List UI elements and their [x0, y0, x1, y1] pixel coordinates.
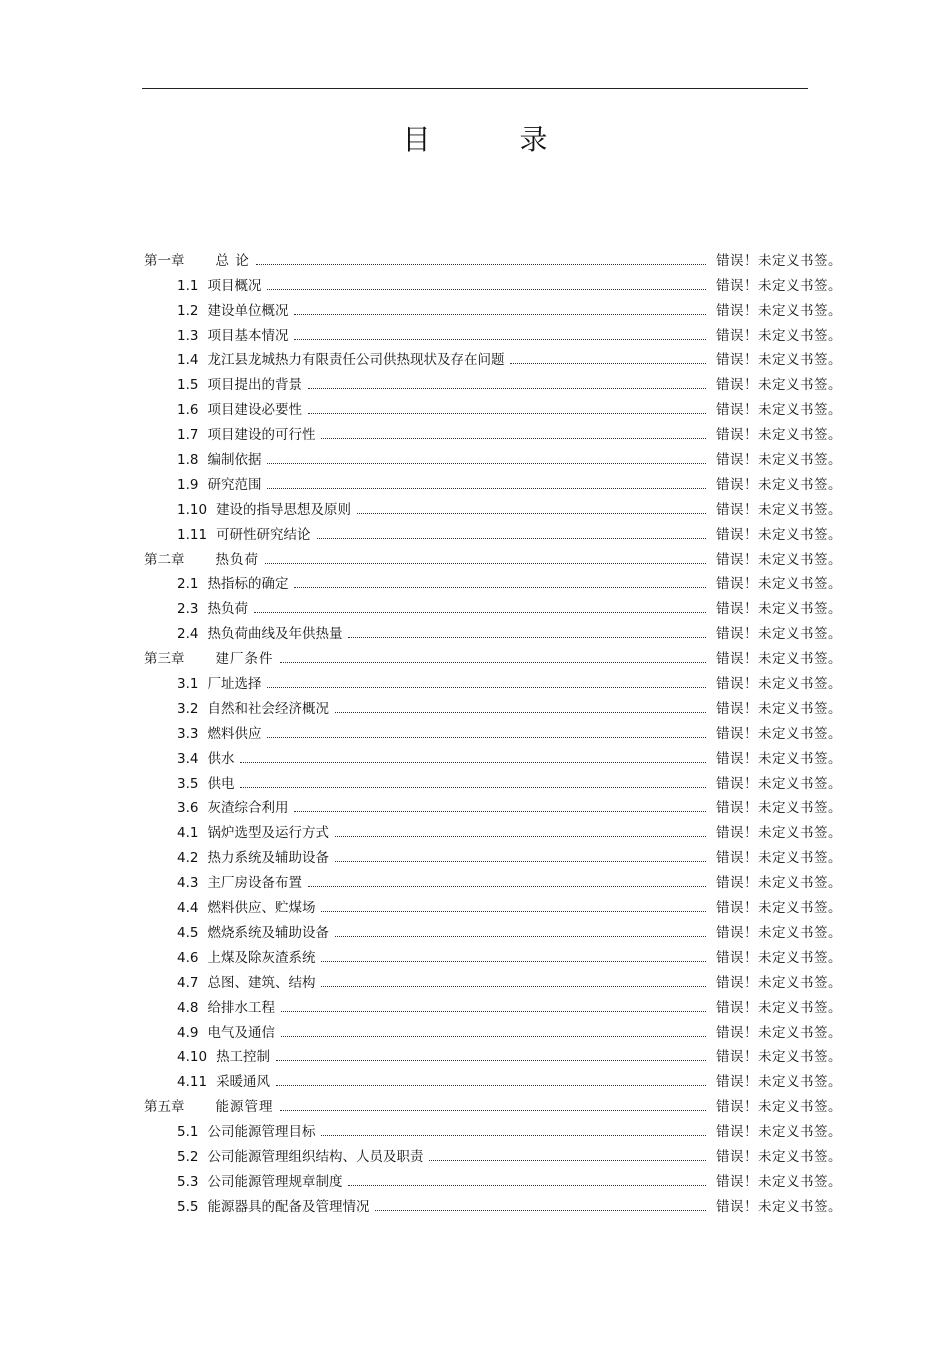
toc-entry-label [177, 1120, 315, 1140]
dot-leader [357, 513, 706, 514]
toc-entry-number: 第五章 [144, 1099, 185, 1116]
toc-entry-title: 主厂房设备布置 [207, 875, 302, 892]
toc-entry-number: 5.1 [177, 1124, 199, 1141]
dot-leader [280, 1110, 707, 1111]
toc-page-ref: 错误！未定义书签。 [716, 327, 842, 344]
dot-leader [294, 587, 706, 588]
toc-entry-number: 第三章 [144, 651, 185, 668]
dot-leader [308, 413, 706, 414]
toc-entry-title: 项目建设必要性 [207, 402, 302, 419]
toc-entry-label [177, 1145, 423, 1165]
table-of-contents [142, 244, 842, 1215]
toc-entry-number: 4.9 [177, 1024, 199, 1041]
toc-entry-title: 自然和社会经济概况 [207, 700, 329, 717]
toc-entry-number: 1.7 [177, 427, 199, 444]
toc-entry-label [177, 597, 248, 617]
toc-entry-label [177, 722, 261, 742]
toc-page-ref: 错误！未定义书签。 [716, 551, 842, 568]
toc-page-ref: 错误！未定义书签。 [716, 576, 842, 593]
toc-entry-label [177, 772, 234, 792]
toc-section-row[interactable] [142, 1165, 842, 1190]
toc-page-ref: 错误！未定义书签。 [716, 750, 842, 767]
toc-page-ref: 错误！未定义书签。 [716, 1148, 842, 1165]
toc-entry-title: 电气及通信 [207, 1024, 275, 1041]
toc-section-row[interactable] [142, 792, 842, 817]
toc-chapter-row[interactable] [142, 543, 842, 568]
toc-entry-label [177, 747, 234, 767]
toc-section-row[interactable] [142, 916, 842, 941]
toc-section-row[interactable] [142, 991, 842, 1016]
toc-section-row[interactable] [142, 518, 842, 543]
toc-section-row[interactable] [142, 1041, 842, 1066]
toc-entry-label [144, 249, 250, 269]
toc-page-ref: 错误！未定义书签。 [716, 452, 842, 469]
dot-leader [335, 861, 706, 862]
dot-leader [321, 438, 706, 439]
dot-leader [321, 986, 706, 987]
toc-page-ref: 错误！未定义书签。 [716, 377, 842, 394]
toc-entry-number: 1.8 [177, 452, 199, 469]
toc-entry-number: 3.3 [177, 725, 199, 742]
toc-entry-number: 4.11 [177, 1074, 208, 1091]
toc-entry-label [177, 274, 261, 294]
toc-entry-title: 建设的指导思想及原则 [216, 501, 352, 518]
toc-entry-number: 4.7 [177, 974, 199, 991]
toc-entry-label [177, 1045, 270, 1065]
toc-page-ref: 错误！未定义书签。 [716, 999, 842, 1016]
toc-section-row[interactable] [142, 319, 842, 344]
toc-entry-number: 1.5 [177, 377, 199, 394]
toc-chapter-row[interactable] [142, 642, 842, 667]
toc-page-ref: 错误！未定义书签。 [716, 800, 842, 817]
toc-page-ref: 错误！未定义书签。 [716, 924, 842, 941]
toc-entry-title: 编制依据 [207, 452, 262, 469]
toc-entry-number: 5.2 [177, 1148, 199, 1165]
toc-entry-title: 项目建设的可行性 [207, 427, 316, 444]
toc-entry-number: 第二章 [144, 551, 185, 568]
toc-section-row[interactable] [142, 1016, 842, 1041]
toc-entry-label [177, 523, 311, 543]
toc-entry-label [177, 448, 261, 468]
toc-entry-number: 5.5 [177, 1198, 199, 1215]
toc-section-row[interactable] [142, 866, 842, 891]
toc-entry-label [177, 921, 329, 941]
toc-page-ref: 错误！未定义书签。 [716, 850, 842, 867]
toc-entry-label [177, 846, 329, 866]
toc-entry-title: 能源管理 [215, 1099, 274, 1116]
dot-leader [348, 1185, 706, 1186]
page-title: 目 录 [402, 123, 588, 156]
toc-entry-title: 热工控制 [216, 1049, 271, 1066]
dot-leader [429, 1160, 706, 1161]
toc-page-ref: 错误！未定义书签。 [716, 875, 842, 892]
toc-entry-number: 4.2 [177, 850, 199, 867]
toc-entry-label [177, 821, 329, 841]
toc-entry-title: 供电 [207, 775, 235, 792]
toc-section-row[interactable] [142, 841, 842, 866]
toc-entry-number: 4.6 [177, 949, 199, 966]
toc-entry-title: 能源器具的配备及管理情况 [207, 1198, 370, 1215]
dot-leader [321, 1135, 706, 1136]
toc-entry-number: 5.3 [177, 1173, 199, 1190]
dot-leader [317, 538, 706, 539]
toc-entry-title: 可研性研究结论 [216, 526, 311, 543]
toc-page-ref: 错误！未定义书签。 [716, 1024, 842, 1041]
toc-entry-title: 燃烧系统及辅助设备 [207, 924, 329, 941]
toc-section-row[interactable] [142, 742, 842, 767]
toc-entry-label [177, 971, 315, 991]
toc-section-row[interactable] [142, 344, 842, 369]
toc-entry-number: 1.9 [177, 476, 199, 493]
toc-entry-title: 上煤及除灰渣系统 [207, 949, 316, 966]
toc-section-row[interactable] [142, 1115, 842, 1140]
toc-entry-title: 建厂条件 [215, 651, 274, 668]
toc-entry-title: 项目提出的背景 [207, 377, 302, 394]
toc-entry-title: 给排水工程 [207, 999, 275, 1016]
toc-entry-title: 供水 [207, 750, 235, 767]
toc-section-row[interactable] [142, 816, 842, 841]
toc-entry-number: 1.4 [177, 352, 199, 369]
toc-page-ref: 错误！未定义书签。 [716, 775, 842, 792]
dot-leader [281, 1011, 706, 1012]
toc-entry-title: 锅炉选型及运行方式 [207, 825, 329, 842]
dot-leader [321, 911, 706, 912]
toc-entry-number: 4.8 [177, 999, 199, 1016]
dot-leader [240, 762, 706, 763]
toc-entry-number: 2.3 [177, 601, 199, 618]
toc-entry-title: 建设单位概况 [207, 302, 289, 319]
toc-entry-number: 1.11 [177, 526, 208, 543]
toc-entry-number: 1.1 [177, 277, 199, 294]
toc-section-row[interactable] [142, 1140, 842, 1165]
toc-entry-label [177, 796, 288, 816]
toc-entry-label [177, 946, 315, 966]
dot-leader [254, 612, 706, 613]
toc-entry-label [177, 572, 288, 592]
toc-page-ref: 错误！未定义书签。 [716, 676, 842, 693]
toc-entry-title: 项目基本情况 [207, 327, 289, 344]
dot-leader [276, 1085, 706, 1086]
toc-section-row[interactable] [142, 443, 842, 468]
toc-page-ref: 错误！未定义书签。 [716, 427, 842, 444]
dot-leader [281, 1036, 706, 1037]
dot-leader [321, 961, 706, 962]
toc-entry-label [177, 896, 315, 916]
toc-entry-number: 4.5 [177, 924, 199, 941]
toc-entry-label [177, 1170, 342, 1190]
toc-entry-number: 3.6 [177, 800, 199, 817]
toc-entry-number: 4.10 [177, 1049, 208, 1066]
toc-entry-label [177, 871, 302, 891]
dot-leader [294, 811, 706, 812]
toc-section-row[interactable] [142, 468, 842, 493]
toc-entry-label [144, 1095, 274, 1115]
dot-leader [335, 712, 706, 713]
toc-page-ref: 错误！未定义书签。 [716, 1173, 842, 1190]
toc-section-row[interactable] [142, 393, 842, 418]
toc-page-ref: 错误！未定义书签。 [716, 651, 842, 668]
toc-entry-title: 灰渣综合利用 [207, 800, 289, 817]
dot-leader [294, 339, 706, 340]
toc-page-ref: 错误！未定义书签。 [716, 900, 842, 917]
toc-entry-label [177, 398, 302, 418]
toc-entry-title: 研究范围 [207, 476, 262, 493]
toc-entry-title: 热指标的确定 [207, 576, 289, 593]
toc-page-ref: 错误！未定义书签。 [716, 974, 842, 991]
toc-page-ref: 错误！未定义书签。 [716, 501, 842, 518]
toc-entry-title: 燃料供应 [207, 725, 262, 742]
dot-leader [267, 488, 706, 489]
toc-page-ref: 错误！未定义书签。 [716, 1074, 842, 1091]
toc-entry-title: 热负荷曲线及年供热量 [207, 626, 343, 643]
toc-entry-label [144, 548, 259, 568]
toc-entry-label [177, 622, 342, 642]
toc-entry-number: 1.6 [177, 402, 199, 419]
toc-section-row[interactable] [142, 1190, 842, 1215]
toc-entry-number: 1.10 [177, 501, 208, 518]
toc-entry-label [177, 373, 302, 393]
dot-leader [308, 388, 706, 389]
toc-section-row[interactable] [142, 1065, 842, 1090]
toc-section-row[interactable] [142, 767, 842, 792]
toc-entry-title: 公司能源管理组织结构、人员及职责 [207, 1148, 424, 1165]
toc-entry-number: 3.1 [177, 676, 199, 693]
toc-entry-number: 2.1 [177, 576, 199, 593]
toc-page-ref: 错误！未定义书签。 [716, 252, 842, 269]
toc-entry-title: 总图、建筑、结构 [207, 974, 316, 991]
toc-section-row[interactable] [142, 891, 842, 916]
toc-entry-label [177, 299, 288, 319]
toc-entry-label [144, 647, 274, 667]
toc-page-ref: 错误！未定义书签。 [716, 601, 842, 618]
toc-chapter-row[interactable] [142, 1090, 842, 1115]
toc-section-row[interactable] [142, 692, 842, 717]
toc-entry-title: 公司能源管理目标 [207, 1124, 316, 1141]
toc-entry-number: 3.4 [177, 750, 199, 767]
toc-entry-title: 总 论 [215, 252, 250, 269]
dot-leader [280, 662, 707, 663]
toc-page-ref: 错误！未定义书签。 [716, 302, 842, 319]
toc-entry-label [177, 473, 261, 493]
toc-page-ref: 错误！未定义书签。 [716, 1198, 842, 1215]
toc-page-ref: 错误！未定义书签。 [716, 1099, 842, 1116]
dot-leader [375, 1210, 706, 1211]
toc-entry-title: 采暖通风 [216, 1074, 271, 1091]
toc-entry-label [177, 1070, 270, 1090]
toc-page-ref: 错误！未定义书签。 [716, 725, 842, 742]
dot-leader [335, 936, 706, 937]
dot-leader [267, 737, 706, 738]
toc-section-row[interactable] [142, 568, 842, 593]
dot-leader [267, 463, 706, 464]
toc-page-ref: 错误！未定义书签。 [716, 700, 842, 717]
toc-chapter-row[interactable] [142, 244, 842, 269]
toc-page-ref: 错误！未定义书签。 [716, 626, 842, 643]
toc-page-ref: 错误！未定义书签。 [716, 1049, 842, 1066]
dot-leader [348, 637, 706, 638]
toc-section-row[interactable] [142, 269, 842, 294]
dot-leader [267, 687, 706, 688]
dot-leader [276, 1060, 706, 1061]
toc-entry-label [177, 1021, 275, 1041]
toc-entry-title: 热负荷 [215, 551, 259, 568]
toc-page-ref: 错误！未定义书签。 [716, 352, 842, 369]
toc-page-ref: 错误！未定义书签。 [716, 402, 842, 419]
toc-entry-label [177, 996, 275, 1016]
toc-entry-title: 厂址选择 [207, 676, 262, 693]
toc-section-row[interactable] [142, 418, 842, 443]
dot-leader [265, 563, 706, 564]
toc-entry-label [177, 348, 504, 368]
toc-section-row[interactable] [142, 617, 842, 642]
toc-section-row[interactable] [142, 966, 842, 991]
toc-page-ref: 错误！未定义书签。 [716, 476, 842, 493]
dot-leader [308, 886, 706, 887]
toc-entry-title: 龙江县龙城热力有限责任公司供热现状及存在问题 [207, 352, 505, 369]
toc-entry-title: 热力系统及辅助设备 [207, 850, 329, 867]
toc-entry-number: 4.1 [177, 825, 199, 842]
toc-entry-label [177, 1195, 369, 1215]
toc-entry-label [177, 324, 288, 344]
toc-section-row[interactable] [142, 294, 842, 319]
toc-section-row[interactable] [142, 368, 842, 393]
toc-page-ref: 错误！未定义书签。 [716, 277, 842, 294]
toc-entry-number: 3.2 [177, 700, 199, 717]
toc-entry-title: 热负荷 [207, 601, 248, 618]
toc-page-ref: 错误！未定义书签。 [716, 949, 842, 966]
dot-leader [510, 363, 706, 364]
toc-entry-title: 燃料供应、贮煤场 [207, 900, 316, 917]
toc-page-ref: 错误！未定义书签。 [716, 1124, 842, 1141]
toc-entry-number: 3.5 [177, 775, 199, 792]
dot-leader [294, 314, 706, 315]
dot-leader [267, 289, 706, 290]
toc-section-row[interactable] [142, 493, 842, 518]
toc-entry-label [177, 423, 315, 443]
toc-section-row[interactable] [142, 941, 842, 966]
toc-entry-number: 1.3 [177, 327, 199, 344]
toc-section-row[interactable] [142, 667, 842, 692]
toc-entry-number: 4.3 [177, 875, 199, 892]
toc-page-ref: 错误！未定义书签。 [716, 825, 842, 842]
toc-entry-title: 公司能源管理规章制度 [207, 1173, 343, 1190]
header-rule [142, 88, 808, 89]
toc-entry-number: 第一章 [144, 252, 185, 269]
toc-entry-label [177, 672, 261, 692]
toc-entry-number: 2.4 [177, 626, 199, 643]
toc-entry-label [177, 697, 329, 717]
toc-entry-number: 4.4 [177, 900, 199, 917]
toc-entry-title: 项目概况 [207, 277, 262, 294]
dot-leader [240, 787, 706, 788]
toc-entry-label [177, 498, 351, 518]
toc-entry-number: 1.2 [177, 302, 199, 319]
toc-section-row[interactable] [142, 717, 842, 742]
toc-section-row[interactable] [142, 592, 842, 617]
dot-leader [335, 836, 706, 837]
toc-page-ref: 错误！未定义书签。 [716, 526, 842, 543]
dot-leader [256, 264, 706, 265]
